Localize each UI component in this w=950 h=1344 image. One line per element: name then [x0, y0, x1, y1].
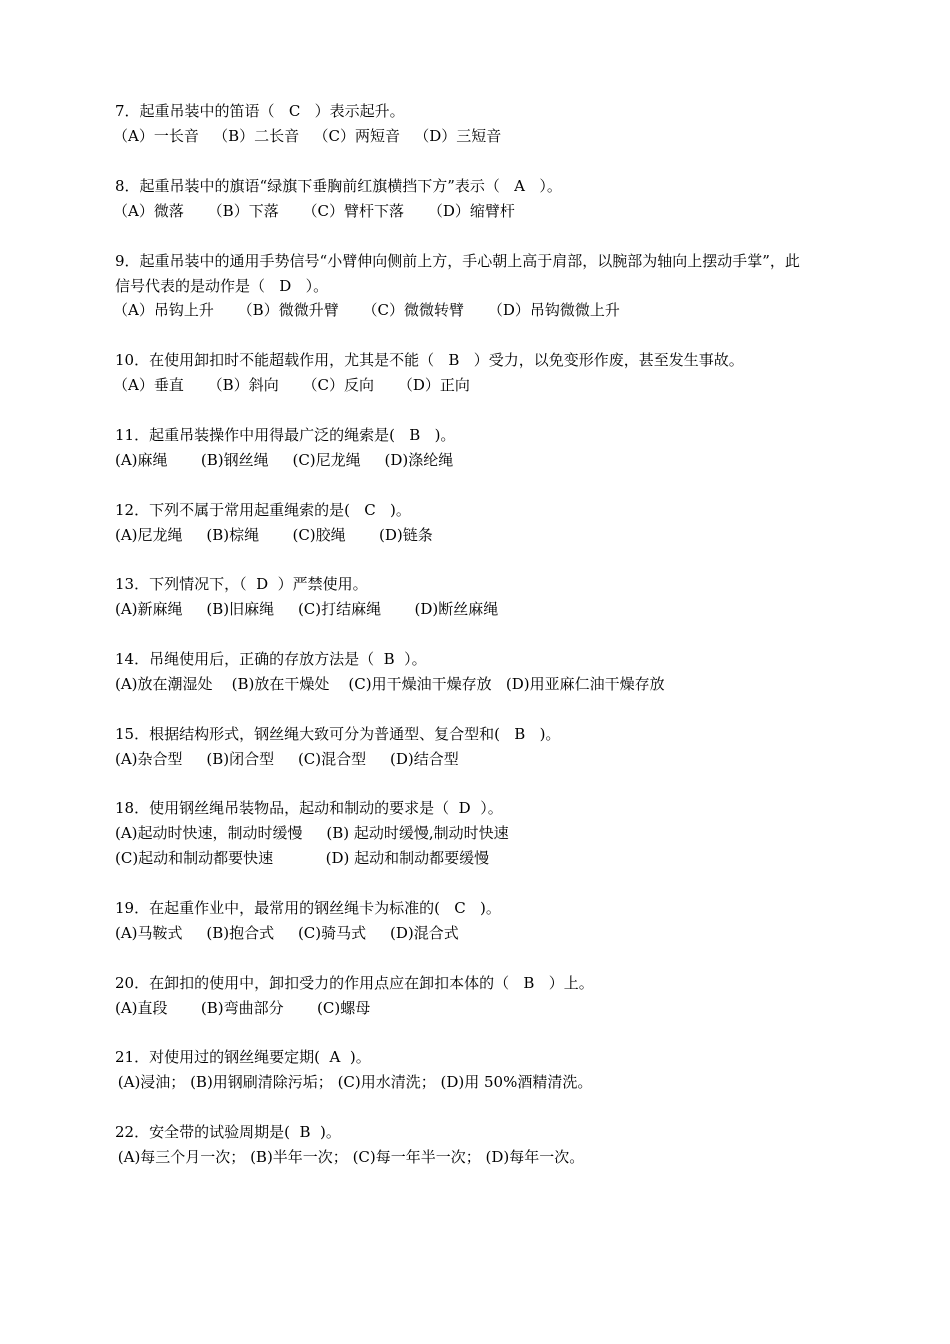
question-8-stem: 8．起重吊装中的旗语“绿旗下垂胸前红旗横挡下方”表示（ A ）。: [115, 177, 562, 195]
question-15-options: (A)杂合型 (B)闭合型 (C)混合型 (D)结合型: [115, 750, 459, 768]
question-19-options: (A)马鞍式 (B)抱合式 (C)骑马式 (D)混合式: [115, 924, 459, 942]
question-13-stem: 13．下列情况下，（ D ）严禁使用。: [115, 575, 368, 593]
question-9-stem-cont: 信号代表的是动作是（ D ）。: [115, 277, 329, 295]
question-12-stem: 12．下列不属于常用起重绳索的是( C )。: [115, 501, 411, 519]
question-21-stem: 21．对使用过的钢丝绳要定期( A )。: [115, 1048, 371, 1066]
question-12-options: (A)尼龙绳 (B)棕绳 (C)胶绳 (D)链条: [115, 526, 433, 544]
question-18-stem: 18．使用钢丝绳吊装物品，起动和制动的要求是（ D ）。: [115, 799, 503, 817]
question-11-stem: 11．起重吊装操作中用得最广泛的绳索是( B )。: [115, 426, 456, 444]
question-13-options: (A)新麻绳 (B)旧麻绳 (C)打结麻绳 (D)断丝麻绳: [115, 600, 499, 618]
question-9-options: （A）吊钩上升 （B）微微升臂 （C）微微转臂 （D）吊钩微微上升: [113, 301, 620, 319]
question-18-options-2: (C)起动和制动都要快速 (D) 起动和制动都要缓慢: [115, 849, 490, 867]
question-20-options: (A)直段 (B)弯曲部分 (C)螺母: [115, 999, 371, 1017]
question-22-options: (A)每三个月一次； (B)半年一次； (C)每一年半一次； (D)每年一次。: [113, 1148, 585, 1166]
question-14-options: (A)放在潮湿处 (B)放在干燥处 (C)用干燥油干燥存放 (D)用亚麻仁油干燥存放: [115, 675, 665, 693]
question-14-stem: 14．吊绳使用后，正确的存放方法是（ B ）。: [115, 650, 427, 668]
question-19-stem: 19．在起重作业中，最常用的钢丝绳卡为标准的( C )。: [115, 899, 501, 917]
question-15-stem: 15．根据结构形式，钢丝绳大致可分为普通型、复合型和( B )。: [115, 725, 561, 743]
question-7-stem: 7．起重吊装中的笛语（ C ）表示起升。: [115, 102, 405, 120]
question-18-options-1: (A)起动时快速，制动时缓慢 (B) 起动时缓慢,制动时快速: [115, 824, 509, 842]
question-10-options: （A）垂直 （B）斜向 （C）反向 （D）正向: [113, 376, 470, 394]
question-11-options: (A)麻绳 (B)钢丝绳 (C)尼龙绳 (D)涤纶绳: [115, 451, 454, 469]
question-9-stem: 9．起重吊装中的通用手势信号“小臂伸向侧前上方，手心朝上高于肩部，以腕部为轴向上摆动手掌”，此: [115, 252, 800, 270]
question-21-options: (A)浸油； (B)用钢刷清除污垢； (C)用水清洗； (D)用 50%酒精清洗。: [113, 1073, 593, 1091]
question-20-stem: 20．在卸扣的使用中，卸扣受力的作用点应在卸扣本体的（ B ）上。: [115, 974, 594, 992]
question-8-options: （A）微落 （B）下落 （C）臂杆下落 （D）缩臂杆: [113, 202, 515, 220]
question-22-stem: 22．安全带的试验周期是( B )。: [115, 1123, 341, 1141]
question-10-stem: 10．在使用卸扣时不能超载作用，尤其是不能（ B ）受力，以免变形作废，甚至发生事故。: [115, 351, 744, 369]
question-7-options: （A）一长音 （B）二长音 （C）两短音 （D）三短音: [113, 127, 502, 145]
